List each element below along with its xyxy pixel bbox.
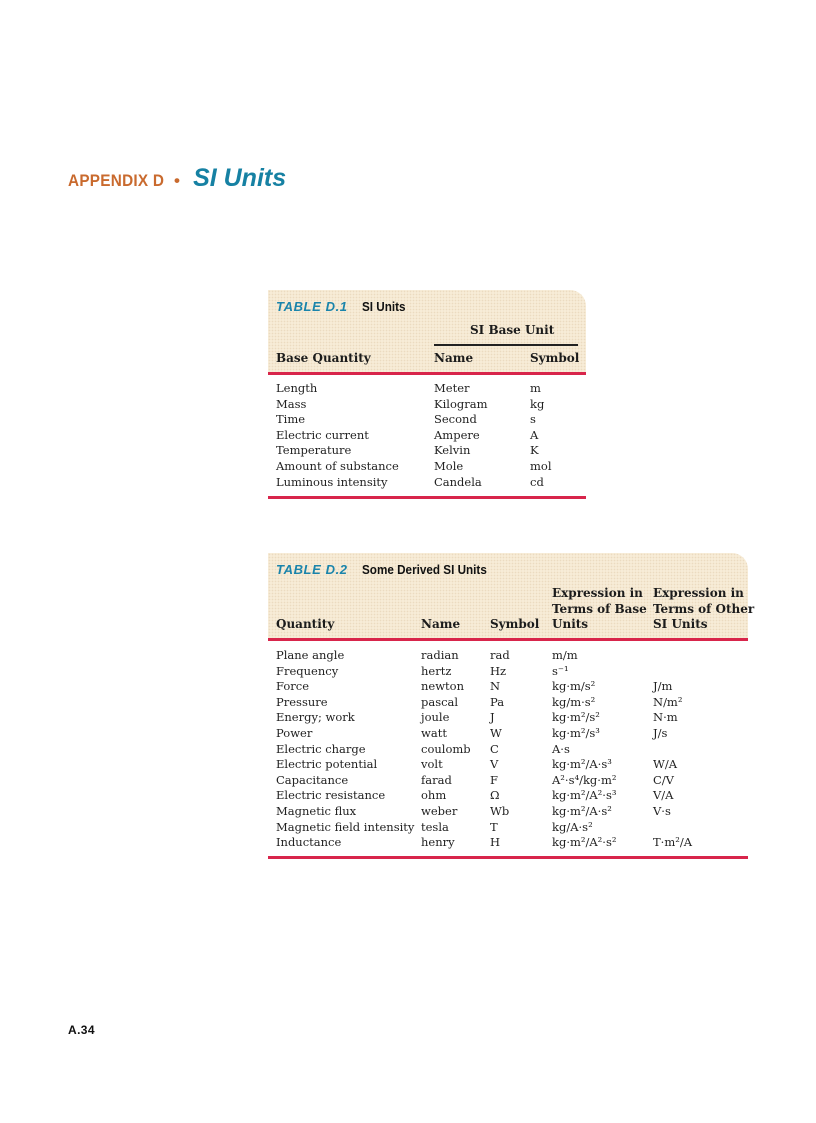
cell-quantity: Amount of substance xyxy=(276,458,399,473)
table-d2-header xyxy=(268,553,755,638)
table-d2-col-other-units xyxy=(653,586,754,633)
table-d2-number: TABLE D.2 xyxy=(276,562,348,577)
cell-base-units: kg·m²/A²·s³ xyxy=(552,788,617,803)
cell-quantity: Electric potential xyxy=(276,757,378,772)
cell-quantity: Luminous intensity xyxy=(276,474,388,489)
cell-other-units: W/A xyxy=(653,757,677,772)
table-d2-col-symbol: Symbol xyxy=(490,617,540,631)
cell-base-units: kg/A·s² xyxy=(552,819,593,834)
cell-base-units: kg/m·s² xyxy=(552,694,596,709)
cell-symbol: N xyxy=(490,679,501,694)
cell-symbol: K xyxy=(530,443,539,458)
cell-other-units: V·s xyxy=(653,803,671,818)
table-d2-header-rule xyxy=(268,638,748,641)
cell-symbol: W xyxy=(490,725,502,740)
cell-name: Kilogram xyxy=(434,396,488,411)
cell-other-units: N·m xyxy=(653,710,678,725)
table-d2-col-quantity: Quantity xyxy=(276,617,335,631)
table-d1-group-rule xyxy=(434,344,578,346)
page-number: A.34 xyxy=(68,1023,95,1037)
table-d1-header xyxy=(268,290,586,372)
cell-name: tesla xyxy=(421,819,449,834)
cell-quantity: Mass xyxy=(276,396,307,411)
cell-base-units: kg·m²/A²·s² xyxy=(552,835,617,850)
table-d2-col-base-units-line3: Units xyxy=(552,617,589,631)
cell-quantity: Energy; work xyxy=(276,710,355,725)
cell-base-units: A·s xyxy=(552,741,570,756)
table-d1-group-header: SI Base Unit xyxy=(470,323,555,337)
cell-symbol: m xyxy=(530,381,541,395)
cell-name: hertz xyxy=(421,663,452,678)
table-d2-caption: Some Derived SI Units xyxy=(361,562,487,577)
cell-name: ohm xyxy=(421,788,447,803)
cell-quantity: Force xyxy=(276,679,310,694)
cell-quantity: Time xyxy=(276,412,306,427)
cell-symbol: rad xyxy=(490,648,510,662)
cell-base-units: kg·m²/s³ xyxy=(552,725,600,740)
cell-name: Kelvin xyxy=(434,443,471,458)
cell-symbol: V xyxy=(490,757,499,772)
cell-name: farad xyxy=(421,772,452,787)
cell-quantity: Length xyxy=(276,381,318,395)
cell-quantity: Frequency xyxy=(276,663,339,678)
table-d2-label xyxy=(276,559,500,578)
cell-name: watt xyxy=(421,725,447,740)
table-d1 xyxy=(268,290,586,489)
table-d1-number: TABLE D.1 xyxy=(276,299,348,314)
cell-quantity: Plane angle xyxy=(276,648,345,662)
cell-symbol: kg xyxy=(530,396,545,411)
cell-symbol: C xyxy=(490,741,499,756)
cell-symbol: Wb xyxy=(490,803,510,818)
cell-quantity: Electric resistance xyxy=(276,788,386,803)
cell-name: henry xyxy=(421,835,455,850)
cell-name: newton xyxy=(421,679,465,694)
table-d2-col-other-units-line1: Expression in xyxy=(653,586,744,600)
table-d1-col-name: Name xyxy=(434,351,474,365)
cell-name: Candela xyxy=(434,474,482,489)
appendix-label: APPENDIX D xyxy=(68,171,165,190)
table-d1-header-rule xyxy=(268,372,586,375)
table-d2 xyxy=(268,553,755,850)
cell-name: coulomb xyxy=(421,741,471,756)
cell-symbol: H xyxy=(490,835,501,850)
cell-symbol: cd xyxy=(530,474,544,489)
cell-other-units: T·m²/A xyxy=(653,835,693,850)
table-d2-col-base-units-line2: Terms of Base xyxy=(552,601,647,616)
cell-other-units: C/V xyxy=(653,772,674,787)
cell-other-units: J/s xyxy=(653,725,668,740)
cell-name: Mole xyxy=(434,458,464,473)
cell-symbol: Pa xyxy=(490,694,505,709)
cell-base-units: kg·m/s² xyxy=(552,679,596,694)
cell-quantity: Inductance xyxy=(276,835,342,850)
cell-name: radian xyxy=(421,648,459,662)
cell-symbol: mol xyxy=(530,458,552,473)
cell-name: volt xyxy=(421,757,443,772)
table-d2-col-other-units-line3: SI Units xyxy=(653,617,708,631)
cell-quantity: Capacitance xyxy=(276,772,349,787)
cell-base-units: m/m xyxy=(552,648,578,662)
cell-quantity: Pressure xyxy=(276,694,328,709)
cell-quantity: Temperature xyxy=(276,443,352,458)
table-d2-col-other-units-line2: Terms of Other xyxy=(653,601,755,616)
table-d1-col-symbol: Symbol xyxy=(530,351,580,365)
cell-name: Ampere xyxy=(434,427,480,442)
cell-name: joule xyxy=(421,710,450,725)
page-title: SI Units xyxy=(193,164,287,192)
cell-base-units: A²·s⁴/kg·m² xyxy=(552,772,617,787)
cell-name: weber xyxy=(421,803,458,818)
table-d1-col-quantity: Base Quantity xyxy=(276,351,371,365)
cell-other-units: V/A xyxy=(653,788,674,803)
cell-name: Second xyxy=(434,412,477,427)
cell-symbol: Hz xyxy=(490,663,507,678)
cell-base-units: kg·m²/A·s³ xyxy=(552,757,612,772)
cell-name: Meter xyxy=(434,381,470,395)
cell-quantity: Electric charge xyxy=(276,741,366,756)
cell-base-units: kg·m²/s² xyxy=(552,710,600,725)
heading-separator: • xyxy=(174,171,180,190)
table-d2-col-base-units-line1: Expression in xyxy=(552,586,643,600)
cell-symbol: Ω xyxy=(490,788,500,803)
table-d2-bottom-rule xyxy=(268,856,748,859)
table-d2-col-base-units xyxy=(552,586,647,633)
cell-other-units: N/m² xyxy=(653,694,683,709)
table-d2-col-name: Name xyxy=(421,617,461,631)
cell-quantity: Magnetic field intensity xyxy=(276,819,415,834)
cell-other-units: J/m xyxy=(653,679,673,694)
table-d1-label xyxy=(276,296,410,315)
cell-quantity: Electric current xyxy=(276,427,369,442)
cell-base-units: kg·m²/A·s² xyxy=(552,803,612,818)
page-heading xyxy=(68,164,286,193)
cell-symbol: T xyxy=(490,819,498,834)
cell-symbol: F xyxy=(490,772,498,787)
cell-base-units: s⁻¹ xyxy=(552,663,569,678)
cell-symbol: s xyxy=(530,412,536,427)
cell-symbol: J xyxy=(490,710,495,725)
table-d1-caption: SI Units xyxy=(361,299,406,314)
table-d1-bottom-rule xyxy=(268,496,586,499)
cell-quantity: Power xyxy=(276,725,313,740)
cell-quantity: Magnetic flux xyxy=(276,803,357,818)
cell-name: pascal xyxy=(421,694,459,709)
cell-symbol: A xyxy=(530,427,539,442)
